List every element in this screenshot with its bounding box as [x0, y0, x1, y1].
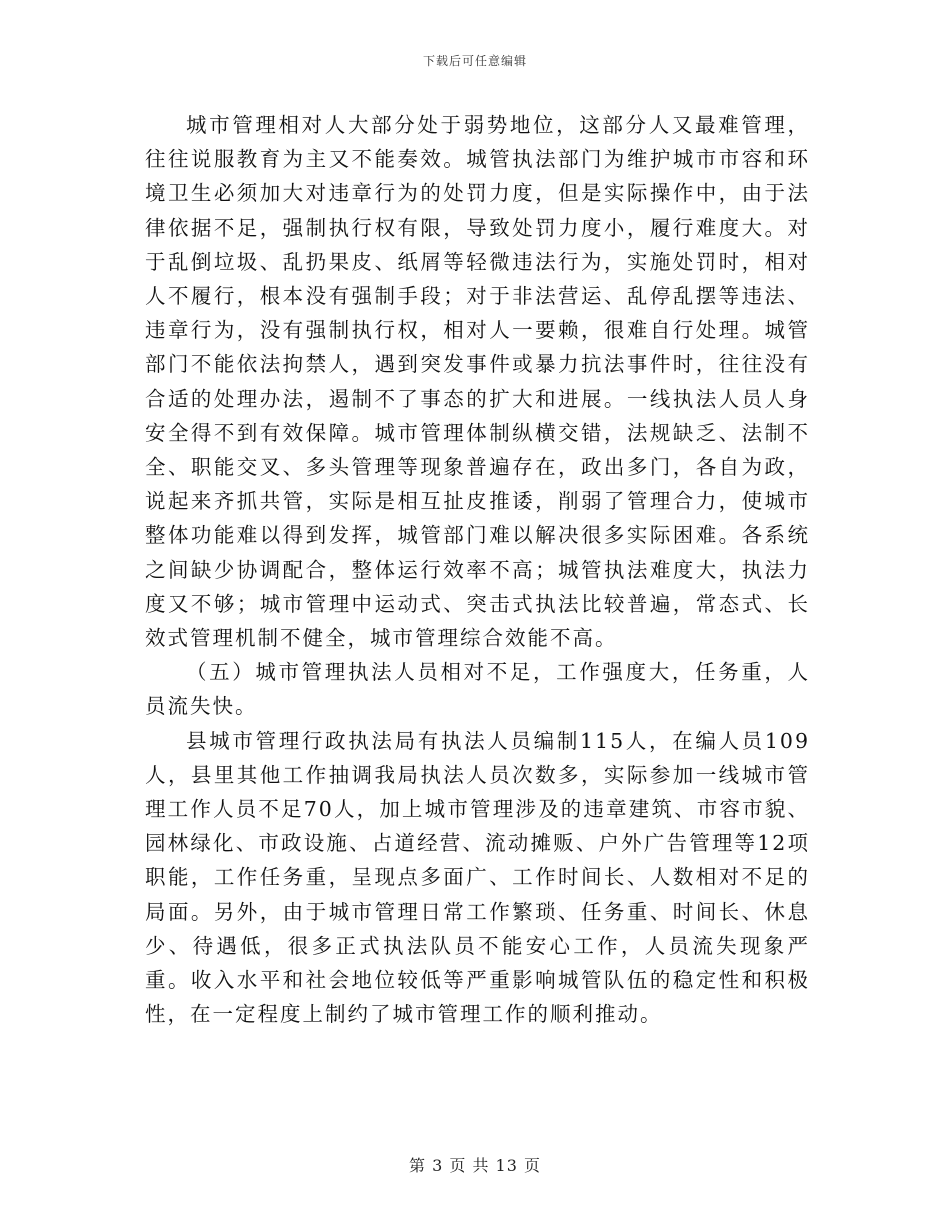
page-footer-page-number: 第 3 页 共 13 页 — [409, 1156, 541, 1175]
paragraph-3: 县城市管理行政执法局有执法人员编制115人，在编人员109人，县里其他工作抽调我局执法人员次数多，实际参加一线城市管理工作人员不足70人，加上城市管理涉及的违章建筑、市容市貌、园林绿化、市政设施、占道经营、流动摊贩、户外广告管理等12项职能，工作任务重，呈现点多面广、工作时间长、人数相对不足的局面。另外，由于城市管理日常工作繁琐、任务重、时间长、休息少、待遇低，很多正式执法队员不能安心工作，人员流失现象严重。收入水平和社会地位较低等严重影响城管队伍的稳定性和积极性，在一定程度上制约了城市管理工作的顺利推动。 — [145, 728, 810, 1027]
paragraph-1: 城市管理相对人大部分处于弱势地位，这部分人又最难管理，往往说服教育为主又不能奏效。城管执法部门为维护城市市容和环境卫生必须加大对违章行为的处罚力度，但是实际操作中，由于法律依据不足，强制执行权有限，导致处罚力度小，履行难度大。对于乱倒垃圾、乱扔果皮、纸屑等轻微违法行为，实施处罚时，相对人不履行，根本没有强制手段；对于非法营运、乱停乱摆等违法、违章行为，没有强制执行权，相对人一要赖，很难自行处理。城管部门不能依法拘禁人，遇到突发事件或暴力抗法事件时，往往没有合适的处理办法，遏制不了事态的扩大和进展。一线执法人员人身安全得不到有效保障。城市管理体制纵横交错，法规缺乏、法制不全、职能交叉、多头管理等现象普遍存在，政出多门，各自为政，说起来齐抓共管，实际是相互扯皮推诿，削弱了管理合力，使城市整体功能难以得到发挥，城管部门难以解决很多实际困难。各系统之间缺少协调配合，整体运行效率不高；城管执法难度大，执法力度又不够；城市管理中运动式、突击式执法比较普遍，常态式、长效式管理机制不健全，城市管理综合效能不高。 — [145, 113, 810, 651]
paragraph-2-section-heading: （五）城市管理执法人员相对不足，工作强度大，任务重，人员流失快。 — [145, 660, 810, 719]
document-body — [145, 108, 810, 1031]
page-header: 下载后可任意编辑 — [422, 54, 527, 68]
